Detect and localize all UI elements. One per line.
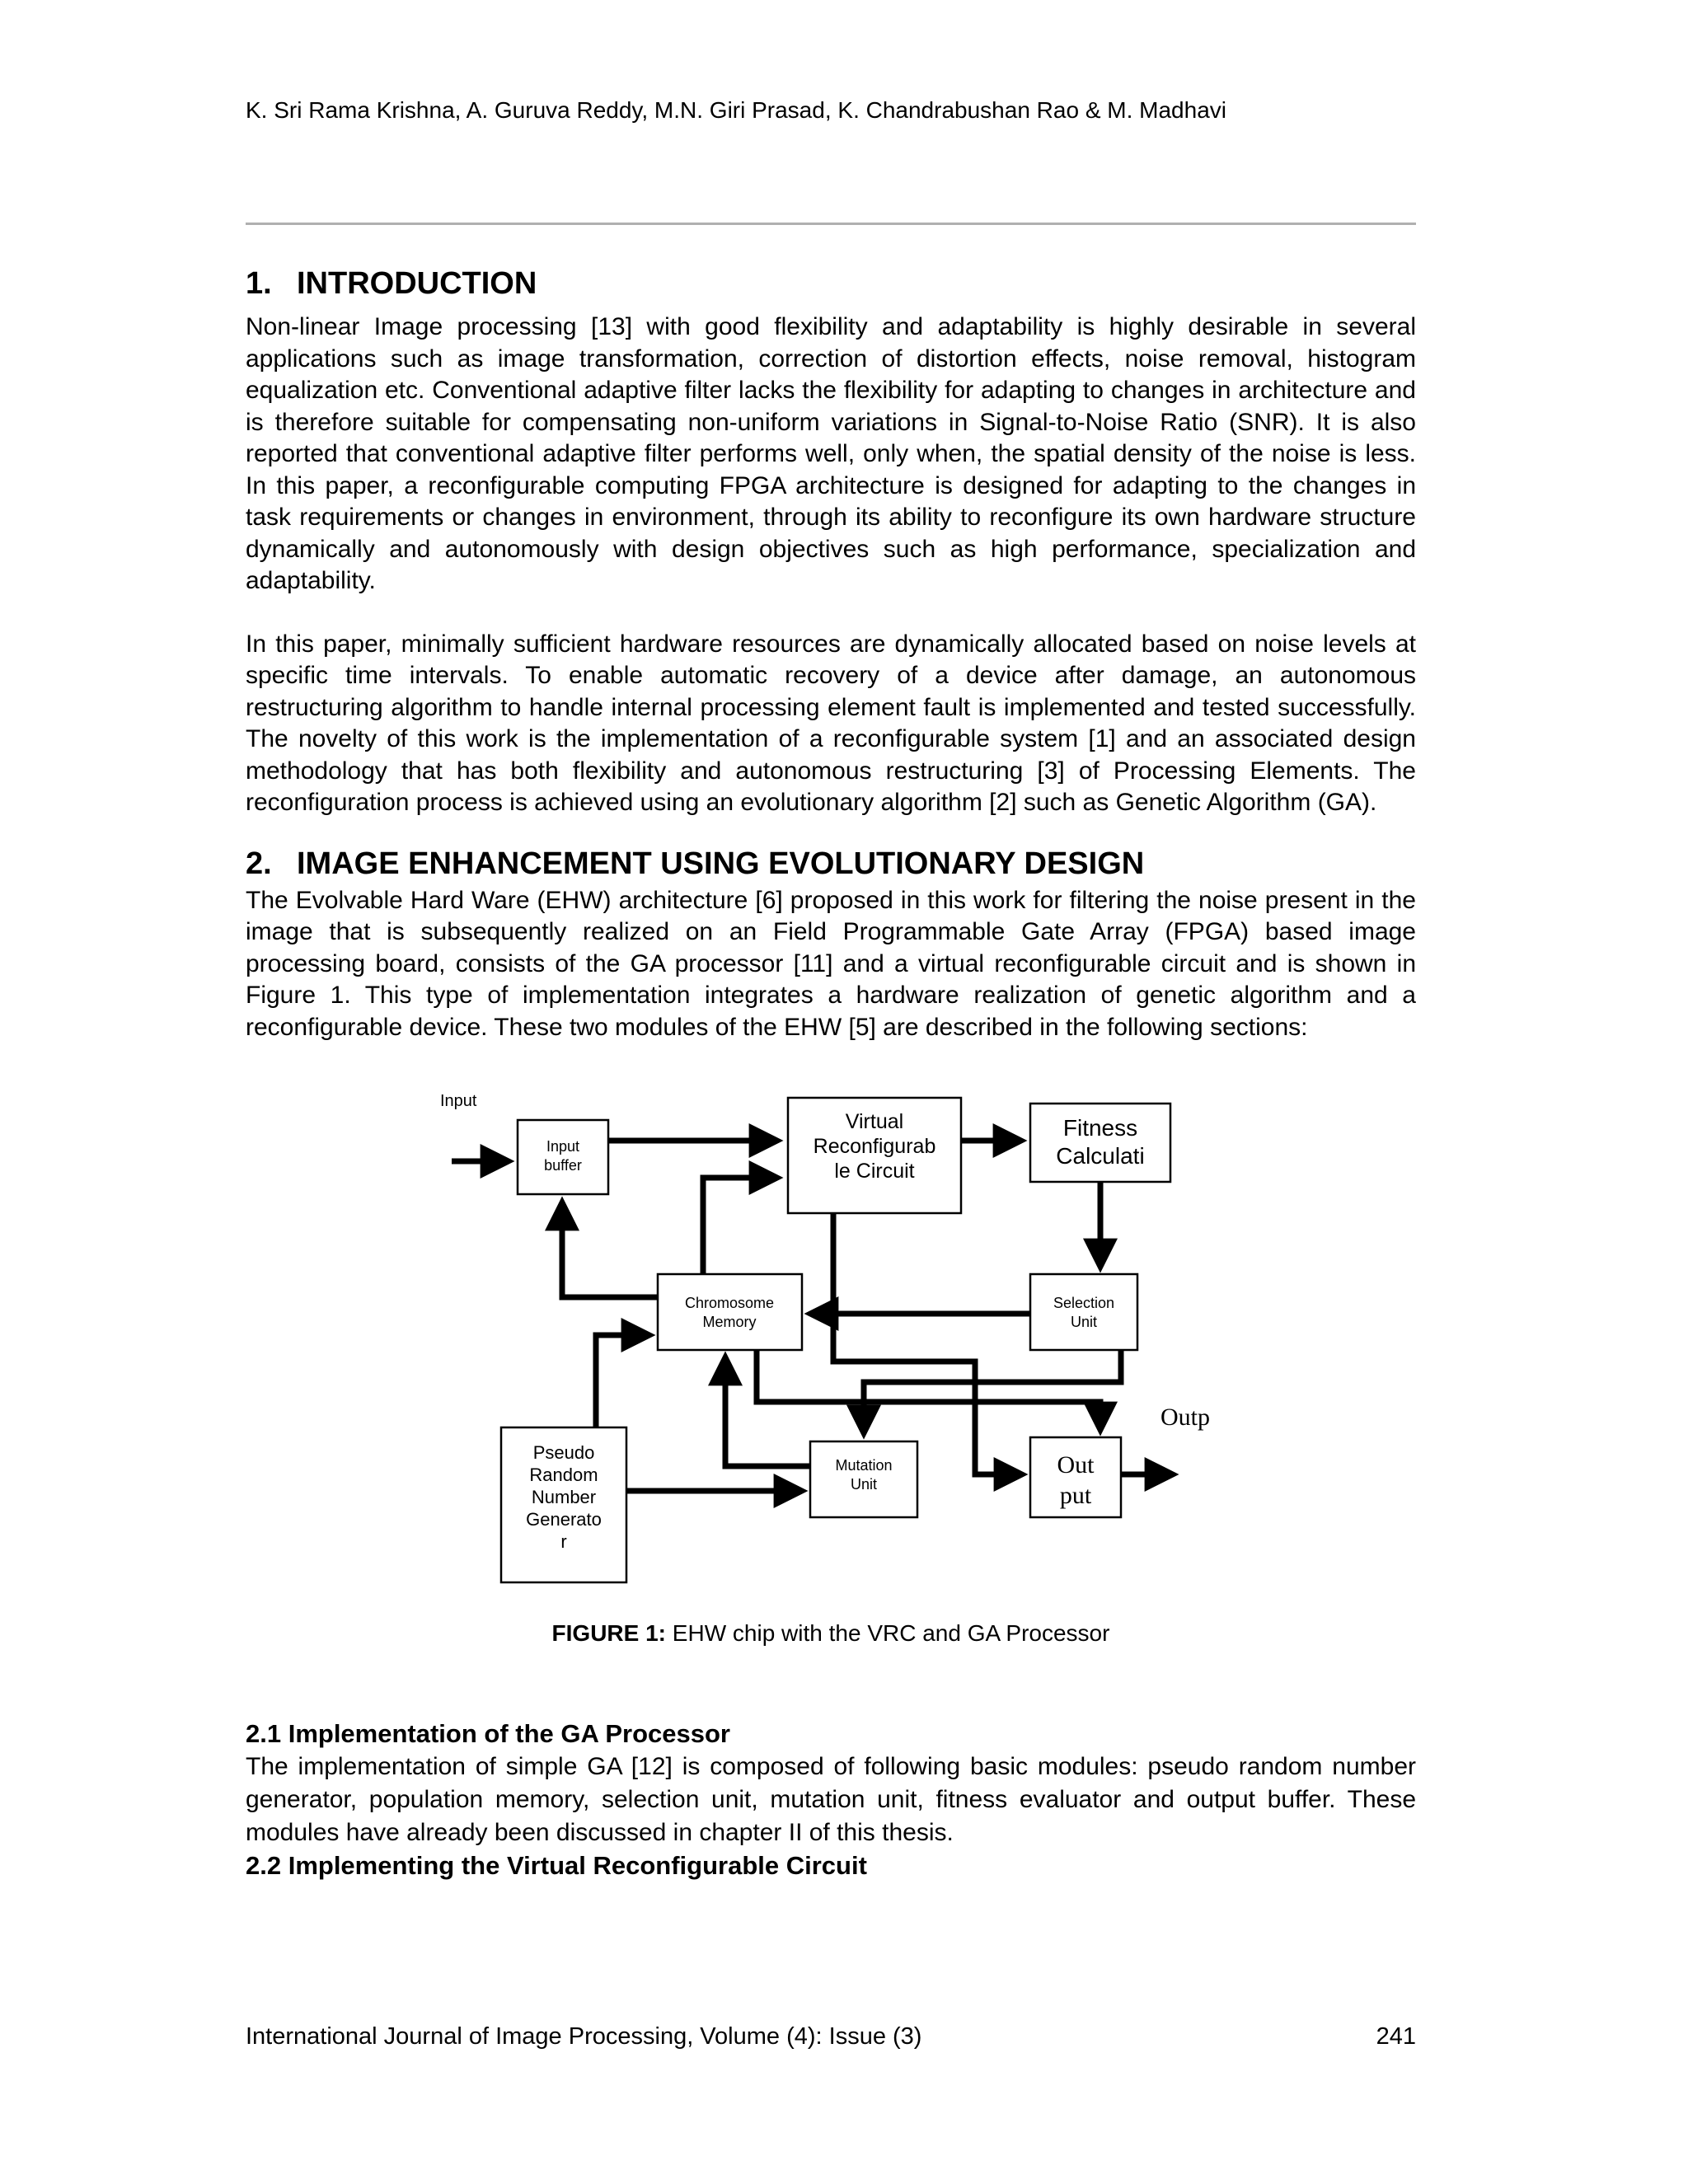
section-2-title: IMAGE ENHANCEMENT USING EVOLUTIONARY DESIGN <box>297 846 1145 881</box>
arrow-prng-to-chromosome <box>596 1335 645 1427</box>
input-label: Input <box>440 1092 477 1110</box>
subsection-2-1-heading: 2.1 Implementation of the GA Processor <box>246 1719 730 1748</box>
prng-line-4: Generato <box>526 1509 602 1530</box>
footer-journal: International Journal of Image Processing, Volume (4): Issue (3) <box>246 2023 922 2050</box>
arrow-mutation-to-chromosome <box>725 1361 810 1466</box>
chromosome-line-1: Chromosome <box>684 1295 775 1311</box>
input-buffer-line-1: Input <box>546 1138 580 1155</box>
prng-line-3: Number <box>531 1487 597 1507</box>
section-1-title: INTRODUCTION <box>297 266 537 301</box>
figure-caption-text: EHW chip with the VRC and GA Processor <box>666 1620 1110 1646</box>
subsection-2-1-paragraph: The implementation of simple GA [12] is composed of following basic modules: pseudo random number generator, population memory, selection unit, mutation unit, fitness evaluator and output buffer. These modules have already been discussed in chapter II of this thesis. <box>246 1753 1416 1846</box>
figure-caption <box>246 1620 1416 1647</box>
section-2-number: 2. <box>246 846 272 881</box>
output-label: Outp <box>1160 1404 1210 1431</box>
arrow-chromosome-to-buffer <box>562 1207 658 1297</box>
section-2-paragraph: The Evolvable Hard Ware (EHW) architecture [6] proposed in this work for filtering the noise present in the image that is subsequently realized on an Field Programmable Gate Array (FPGA) based image processing board, consists of the GA processor [11] and a virtual reconfigurable circuit and is shown in Figure 1. This type of implementation integrates a hardware realization of genetic algorithm and a reconfigurable device. These two modules of the EHW [5] are described in the following sections: <box>246 886 1416 1041</box>
chromosome-line-2: Memory <box>702 1314 757 1330</box>
arrow-chromosome-to-vrc <box>703 1178 773 1274</box>
arrow-vrc-to-output <box>833 1213 1018 1474</box>
intro-paragraph-2: In this paper, minimally sufficient hardware resources are dynamically allocated based on noise levels at specific time intervals. To enable automatic recovery of a device after damage, an autonomous restructuring algorithm to handle internal processing element fault is implemented and tested successfully. The novelty of this work is the implementation of a reconfigurable system [1] and an associated design methodology that has both flexibility and autonomous restructuring [3] of Processing Elements. The reconfiguration process is achieved using an evolutionary algorithm [2] such as Genetic Algorithm (GA). <box>246 630 1416 816</box>
vrc-line-2: Reconfigurab <box>813 1135 936 1158</box>
output-buffer-line-2: put <box>1059 1482 1092 1509</box>
prng-line-5: r <box>560 1531 567 1552</box>
header-rule <box>246 223 1416 225</box>
selection-line-1: Selection <box>1053 1295 1115 1311</box>
running-header-authors: K. Sri Rama Krishna, A. Guruva Reddy, M.N. Giri Prasad, K. Chandrabushan Rao & M. Madhavi <box>246 97 1226 123</box>
section-2-heading <box>246 844 1416 883</box>
ehw-block-diagram <box>246 1075 1416 1602</box>
section-1-number: 1. <box>246 266 272 301</box>
selection-line-2: Unit <box>1070 1314 1098 1330</box>
mutation-line-2: Unit <box>850 1476 878 1493</box>
fitness-line-2: Calculati <box>1056 1143 1145 1169</box>
section-1-heading <box>246 264 1416 303</box>
input-buffer-line-2: buffer <box>544 1157 582 1174</box>
output-buffer-line-1: Out <box>1057 1451 1095 1479</box>
prng-line-2: Random <box>529 1465 598 1485</box>
intro-paragraph-1: Non-linear Image processing [13] with good flexibility and adaptability is highly desirable in several applications such as image transformation, correction of distortion effects, noise removal, histogram equalization etc. Conventional adaptive filter lacks the flexibility for adapting to changes in architecture and is therefore suitable for compensating non-uniform variations in Signal-to-Noise Ratio (SNR). It is also reported that conventional adaptive filter performs well, only when, the spatial density of the noise is less. In this paper, a reconfigurable computing FPGA architecture is designed for adapting to the changes in task requirements or changes in environment, through its ability to reconfigure its own hardware structure dynamically and autonomously with design objectives such as high performance, specialization and adaptability. <box>246 313 1416 594</box>
vrc-line-3: le Circuit <box>834 1160 915 1183</box>
subsection-2-2-heading: 2.2 Implementing the Virtual Reconfigurable Circuit <box>246 1851 867 1880</box>
vrc-line-1: Virtual <box>845 1110 904 1133</box>
mutation-line-1: Mutation <box>835 1457 893 1474</box>
figure-caption-label: FIGURE 1: <box>551 1620 667 1646</box>
fitness-line-1: Fitness <box>1062 1115 1138 1141</box>
figure-1 <box>246 1075 1416 1668</box>
page-content <box>246 264 1416 1882</box>
prng-line-1: Pseudo <box>532 1442 595 1463</box>
chromosome-memory-box <box>658 1274 802 1350</box>
page-footer <box>246 2023 1416 2050</box>
footer-page-number: 241 <box>1376 2023 1416 2050</box>
selection-unit-box <box>1030 1274 1137 1350</box>
